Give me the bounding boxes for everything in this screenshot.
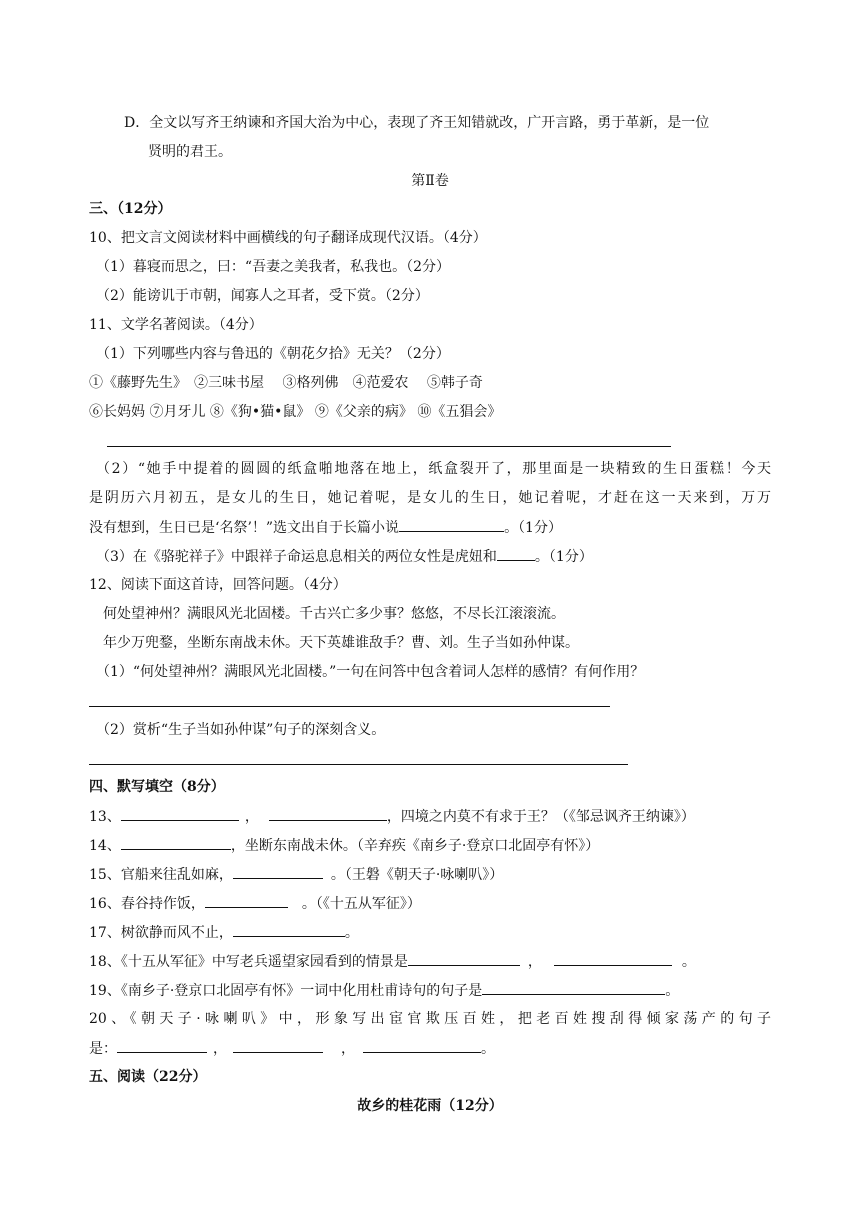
fill-blank[interactable]	[205, 893, 288, 908]
section-3-heading: 三、（12分）	[89, 201, 172, 217]
q11-item-1: （1）下列哪些内容与鲁迅的《朝花夕拾》无关？（2分）	[96, 346, 450, 362]
q16: 16、春谷持作饭， 。（《十五从军征》）	[89, 893, 860, 914]
fill-blank[interactable]	[121, 806, 239, 821]
q11-item-2-line2: 是阴历六月初五，是女儿的生日，她记着呢，是女儿的生日，她记着呢，才赶在这一天来到，万万	[89, 490, 771, 506]
q17: 17、树欲静而风不止， 。	[89, 922, 860, 943]
q11-options-row1: ①《藤野先生》 ②三味书屋 ③格列佛 ④范爱农 ⑤韩子奇	[89, 375, 483, 391]
poem-line1: 何处望神州？满眼风光北固楼。千古兴亡多少事？悠悠，不尽长江滚滚流。	[103, 606, 565, 622]
section-4-heading: 四、默写填空（8分）	[89, 779, 225, 795]
poem-line2: 年少万兜鍪，坐断东南战未休。天下英雄谁敌手？曹、刘。生子当如孙仲谋。	[103, 635, 579, 651]
fill-blank[interactable]	[497, 546, 535, 561]
q15: 15、官船来往乱如麻， 。（王磐《朝天子·咏喇叭》）	[89, 864, 860, 885]
fill-blank[interactable]	[121, 835, 231, 850]
q11-options-row2: ⑥长妈妈 ⑦月牙儿 ⑧《狗•猫•鼠》 ⑨《父亲的病》 ⑩《五猖会》	[89, 404, 502, 420]
q13: 13、 ， ，四境之内莫不有求于王？（《邹忌讽齐王纳谏》）	[89, 806, 860, 827]
q12-stem: 12、阅读下面这首诗，回答问题。（4分）	[89, 577, 347, 593]
fill-blank[interactable]	[482, 980, 665, 995]
section-5-heading: 五、阅读（22分）	[89, 1069, 207, 1085]
q10-item-1: （1）暮寝而思之，曰：“吾妻之美我者，私我也。（2分）	[96, 259, 450, 275]
fill-blank[interactable]	[363, 1038, 481, 1053]
article-title: 故乡的桂花雨（12分）	[357, 1098, 503, 1114]
q10-item-2: （2）能谤讥于市朝，闻寡人之耳者，受下赏。（2分）	[96, 288, 429, 304]
fill-blank[interactable]	[233, 1038, 323, 1053]
fill-blank[interactable]	[233, 922, 345, 937]
answer-line	[107, 446, 671, 447]
q12-item-2: （2）赏析“生子当如孙仲谋”句子的深刻含义。	[96, 722, 386, 738]
q14: 14、 ，坐断东南战未休。（辛弃疾《南乡子·登京口北固亭有怀》）	[89, 835, 860, 856]
fill-blank[interactable]	[399, 517, 504, 532]
q11-stem: 11、文学名著阅读。（4分）	[89, 317, 263, 333]
option-d-line2: 贤明的君王。	[148, 144, 232, 160]
option-d-line1: D．全文以写齐王纳谏和齐国大治为中心，表现了齐王知错就改，广开言路，勇于革新，是一位	[124, 115, 710, 131]
fill-blank[interactable]	[408, 951, 520, 966]
q20-line1: 20、《朝天子·咏喇叭》中，形象写出宦官欺压百姓，把老百姓搜刮得倾家荡产的句子	[89, 1011, 771, 1027]
fill-blank[interactable]	[269, 806, 387, 821]
q11-item-2-line3: 没有想到，生日已是‘名祭’！”选文出自于长篇小说 。（1分）	[89, 517, 860, 538]
fill-blank[interactable]	[117, 1038, 207, 1053]
q11-item-3: （3）在《骆驼祥子》中跟祥子命运息息相关的两位女性是虎妞和 。（1分）	[96, 546, 860, 567]
answer-line	[89, 764, 628, 765]
fill-blank[interactable]	[554, 951, 672, 966]
answer-line	[89, 706, 610, 707]
q18: 18、《十五从军征》中写老兵遥望家园看到的情景是 ， 。	[89, 951, 860, 972]
fill-blank[interactable]	[233, 864, 323, 879]
q12-item-1: （1）“何处望神州？满眼风光北固楼。”一句在问答中包含着词人怎样的感情？有何作用？	[96, 664, 645, 680]
q20-line2: 是： ， ， 。	[89, 1038, 860, 1059]
q10-stem: 10、把文言文阅读材料中画横线的句子翻译成现代汉语。（4分）	[89, 230, 487, 246]
q11-item-2-line1: （2）“她手中提着的圆圆的纸盒啪地落在地上，纸盒裂开了，那里面是一块精致的生日蛋糕！今天	[96, 461, 771, 477]
volume-title: 第Ⅱ卷	[411, 173, 449, 189]
q19: 19、《南乡子·登京口北固亭有怀》一词中化用杜甫诗句的句子是 。	[89, 980, 860, 1001]
